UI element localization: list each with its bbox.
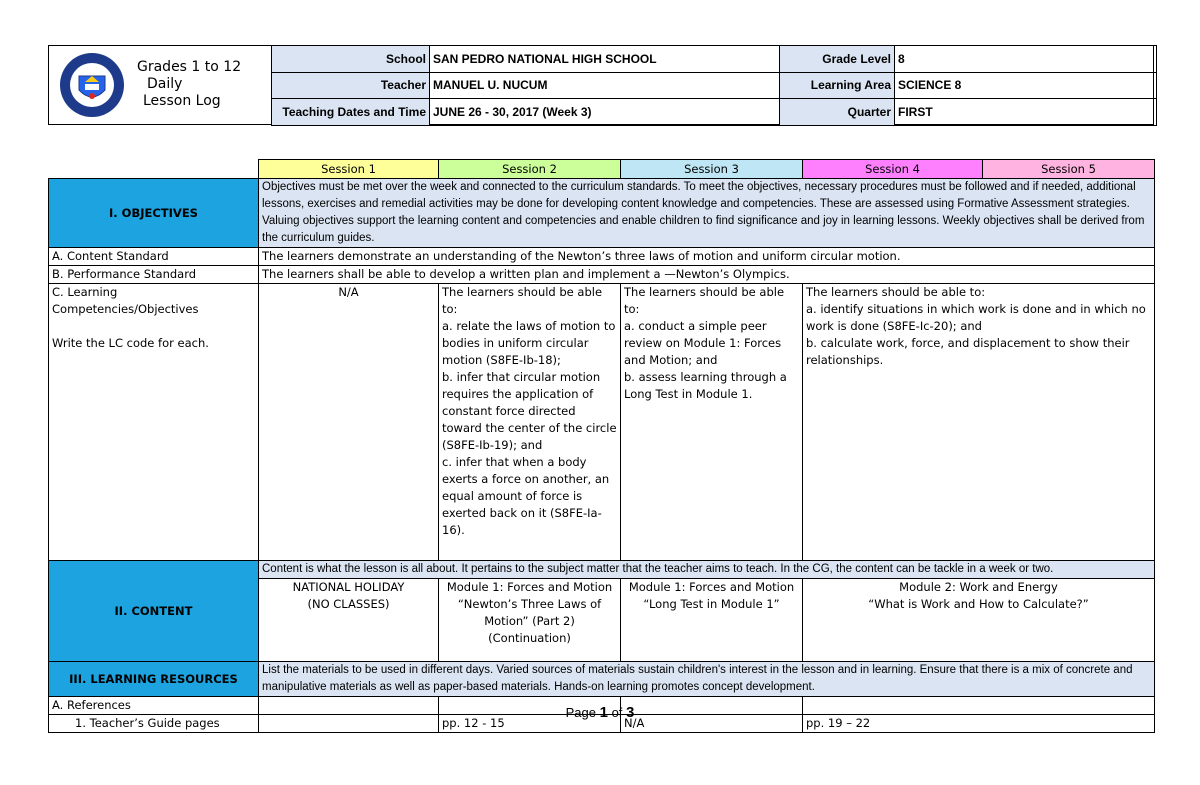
content-session-2: Module 1: Forces and Motion “Newton’s Three Laws of Motion” (Part 2) (Continuation)	[439, 579, 621, 662]
teachers-guide-label: 1. Teacher’s Guide pages	[49, 715, 259, 733]
school-info-table	[271, 45, 1157, 126]
competencies-label: C. Learning Competencies/Objectives Write the LC code for each.	[49, 284, 259, 561]
learning-resources-heading: III. LEARNING RESOURCES	[49, 662, 259, 697]
teacher-value: MANUEL U. NUCUM	[430, 72, 780, 99]
learning-area-label: Learning Area	[780, 72, 895, 99]
quarter-value: FIRST	[895, 99, 1157, 126]
school-label: School	[272, 46, 430, 73]
session-3-header: Session 3	[621, 160, 803, 179]
page-footer: Page 1 of 3	[565, 704, 635, 721]
current-page: 1	[599, 704, 608, 721]
learning-area-value: SCIENCE 8	[895, 72, 1157, 99]
deped-seal-icon	[59, 52, 125, 118]
session-2-header: Session 2	[439, 160, 621, 179]
teachers-guide-session-2: pp. 12 - 15	[439, 715, 621, 733]
objectives-note: Objectives must be met over the week and connected to the curriculum standards. To meet the objectives, necessary procedures must be followed and if needed, additional lessons, exercises and remedial activities may be done for developing content knowledge and competencies. These are assessed using Formative Assessment strategies. Valuing objectives support the learning content and competencies and enable children to find significance and joy in learning lessons. Weekly objectives shall be derived from the curriculum guides.	[259, 179, 1155, 248]
learning-resources-note: List the materials to be used in different days. Varied sources of materials sustain children's interest in the lesson and in learning. Ensure that there is a mix of concrete and manipulative materials as well as paper-based materials. Hands-on learning promotes concept development.	[259, 662, 1155, 697]
grade-level-value: 8	[895, 46, 1157, 73]
lesson-log-title: Grades 1 to 12 Daily Lesson Log	[137, 59, 242, 109]
teachers-guide-session-3: N/A	[621, 715, 803, 733]
header-box	[48, 45, 1154, 125]
competencies-session-1: N/A	[259, 284, 439, 561]
session-1-header: Session 1	[259, 160, 439, 179]
content-standard-text: The learners demonstrate an understanding of the Newton’s three laws of motion and uniform circular motion.	[259, 248, 1155, 266]
dates-value: JUNE 26 - 30, 2017 (Week 3)	[430, 99, 780, 126]
competencies-session-2: The learners should be able to: a. relate the laws of motion to bodies in uniform circular motion (S8FE-Ib-18); b. infer that circular motion requires the application of constant force directed toward the center of the circle (S8FE-Ib-19); and c. infer that when a body exerts a force on another, an equal amount of force is exerted back on it (S8FE-Ia-16).	[439, 284, 621, 561]
lesson-log-table	[48, 159, 1155, 733]
session-5-header: Session 5	[983, 160, 1155, 179]
teacher-label: Teacher	[272, 72, 430, 99]
dates-label: Teaching Dates and Time	[272, 99, 430, 126]
content-session-1: NATIONAL HOLIDAY (NO CLASSES)	[259, 579, 439, 662]
content-note: Content is what the lesson is all about. It pertains to the subject matter that the teacher aims to teach. In the CG, the content can be tackle in a week or two.	[259, 561, 1155, 579]
content-session-4-5: Module 2: Work and Energy “What is Work and How to Calculate?”	[803, 579, 1155, 662]
teachers-guide-session-4-5: pp. 19 – 22	[803, 715, 1155, 733]
content-standard-label: A. Content Standard	[49, 248, 259, 266]
grade-level-label: Grade Level	[780, 46, 895, 73]
objectives-heading: I. OBJECTIVES	[49, 179, 259, 248]
competencies-session-4-5: The learners should be able to: a. identify situations in which work is done and in which no work is done (S8FE-Ic-20); and b. calculate work, force, and displacement to show their relationships.	[803, 284, 1155, 561]
content-heading: II. CONTENT	[49, 561, 259, 662]
quarter-label: Quarter	[780, 99, 895, 126]
performance-standard-text: The learners shall be able to develop a written plan and implement a —Newton’s Olympics.	[259, 266, 1155, 284]
total-pages: 3	[626, 704, 635, 721]
session-4-header: Session 4	[803, 160, 983, 179]
performance-standard-label: B. Performance Standard	[49, 266, 259, 284]
competencies-session-3: The learners should be able to: a. conduct a simple peer review on Module 1: Forces and Motion; and b. assess learning through a Long Test in Module 1.	[621, 284, 803, 561]
content-session-3: Module 1: Forces and Motion “Long Test in Module 1”	[621, 579, 803, 662]
school-value: SAN PEDRO NATIONAL HIGH SCHOOL	[430, 46, 780, 73]
blank-corner	[49, 160, 259, 179]
references-label: A. References	[49, 697, 259, 715]
